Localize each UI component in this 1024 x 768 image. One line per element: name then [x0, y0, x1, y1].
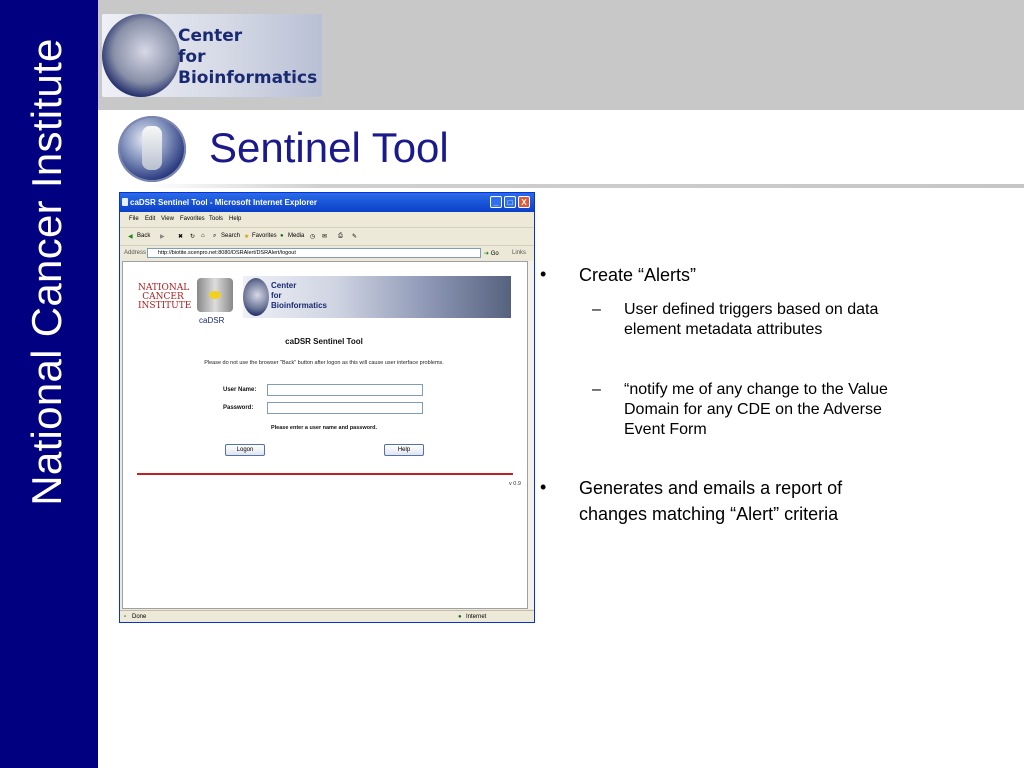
- banner-text: [271, 281, 327, 311]
- banner-emblem-icon: [243, 278, 269, 316]
- nci-logo: [138, 283, 192, 311]
- logo-text: [178, 26, 317, 89]
- logo-line: Bioinformatics: [178, 68, 318, 88]
- address-bar: [120, 245, 534, 260]
- history-icon[interactable]: ◷: [310, 234, 316, 240]
- menu-edit[interactable]: Edit: [145, 216, 156, 222]
- address-input[interactable]: http://biotite.scenpro.net:8080/DSRAlert/DSRAlert/logout: [147, 248, 481, 258]
- menu-help[interactable]: Help: [229, 216, 242, 222]
- help-button[interactable]: Help: [384, 444, 424, 456]
- links-button[interactable]: Links: [512, 250, 527, 256]
- slide-title: Sentinel Tool: [209, 124, 449, 171]
- refresh-icon[interactable]: ↻: [190, 234, 196, 240]
- address-label: Address: [124, 250, 147, 256]
- logo-line: for: [178, 47, 206, 67]
- app-title: caDSR Sentinel Tool: [285, 337, 363, 346]
- go-button[interactable]: ➜ Go: [484, 251, 499, 257]
- nci-logo-line: CANCER: [142, 292, 184, 302]
- vertical-scrollbar[interactable]: [528, 261, 534, 609]
- stop-icon[interactable]: ✖: [178, 234, 184, 240]
- sidebar-title: National Cancer Institute: [23, 38, 70, 506]
- search-icon[interactable]: ⌕: [213, 233, 217, 239]
- mail-icon[interactable]: ✉: [322, 234, 328, 240]
- edit-icon[interactable]: ✎: [352, 234, 358, 240]
- sub-bullet-marker: –: [592, 381, 601, 398]
- home-icon[interactable]: ⌂: [201, 233, 205, 239]
- back-icon[interactable]: ◀: [128, 234, 133, 240]
- cadsr-logo-icon: [197, 278, 233, 312]
- logon-button[interactable]: Logon: [225, 444, 265, 456]
- minimize-button[interactable]: _: [490, 196, 502, 208]
- cadsr-label: caDSR: [199, 316, 225, 325]
- menu-tools[interactable]: Tools: [209, 216, 224, 222]
- page-icon: ▫: [124, 614, 127, 620]
- app-hint: Please enter a user name and password.: [270, 425, 378, 431]
- center-for-bioinformatics-logo: [102, 14, 322, 97]
- sub-bullet-notify: “notify me of any change to the Value Domain for any CDE on the Adverse Event Form: [624, 381, 888, 438]
- password-label: Password:: [223, 405, 254, 411]
- menu-view[interactable]: View: [161, 216, 174, 222]
- back-button[interactable]: Back: [137, 233, 151, 239]
- bullet-create-alerts: Create “Alerts”: [579, 265, 697, 285]
- banner-line: Center: [271, 281, 297, 290]
- menu-bar: [120, 213, 534, 225]
- username-input[interactable]: [267, 384, 423, 396]
- sidebar: [0, 0, 98, 768]
- toolbar: [120, 227, 534, 244]
- menu-favorites[interactable]: Favorites: [180, 216, 205, 222]
- browser-title-bar: [120, 193, 534, 212]
- nci-logo-line: INSTITUTE: [138, 301, 192, 311]
- forward-icon[interactable]: ▶: [160, 234, 165, 240]
- status-text: Done: [132, 614, 147, 620]
- banner-line: for: [271, 291, 282, 300]
- nci-logo-line: NATIONAL: [138, 283, 190, 293]
- globe-icon: ●: [458, 614, 462, 620]
- media-button[interactable]: Media: [288, 233, 305, 239]
- media-icon[interactable]: ●: [280, 233, 284, 239]
- close-button[interactable]: X: [518, 196, 530, 208]
- bullet-generates-report: Generates and emails a report of changes matching “Alert” criteria: [579, 478, 843, 524]
- browser-title: caDSR Sentinel Tool - Microsoft Internet Explorer: [130, 198, 317, 207]
- print-icon[interactable]: ⎙: [338, 233, 343, 239]
- favorites-icon[interactable]: ★: [244, 234, 250, 240]
- app-warning: Please do not use the browser "Back" button after logon as this will cause user interface problems.: [204, 360, 444, 366]
- bullet-marker: •: [540, 264, 547, 284]
- ie-icon: [122, 198, 128, 206]
- maximize-button[interactable]: □: [504, 196, 516, 208]
- cbi-banner: [243, 276, 511, 318]
- favorites-button[interactable]: Favorites: [252, 233, 277, 239]
- password-input[interactable]: [267, 402, 423, 414]
- browser-window: [119, 192, 535, 623]
- logo-line: Center: [178, 26, 243, 46]
- username-label: User Name:: [223, 387, 257, 393]
- sub-bullet-triggers: User defined triggers based on data element metadata attributes: [624, 301, 879, 338]
- page-content: [122, 261, 528, 609]
- version-label: v 0.9: [509, 481, 521, 487]
- orb-icon: [118, 116, 186, 182]
- red-divider: [137, 473, 513, 475]
- search-button[interactable]: Search: [221, 233, 241, 239]
- bullet-marker: •: [540, 477, 547, 497]
- banner-line: Bioinformatics: [271, 301, 328, 310]
- status-bar: [120, 610, 534, 623]
- title-divider: [146, 184, 1024, 188]
- go-label: Go: [490, 251, 499, 257]
- zone-text: Internet: [466, 614, 487, 620]
- sub-bullet-marker: –: [592, 301, 601, 318]
- menu-file[interactable]: File: [129, 216, 139, 222]
- logo-emblem-icon: [102, 14, 180, 97]
